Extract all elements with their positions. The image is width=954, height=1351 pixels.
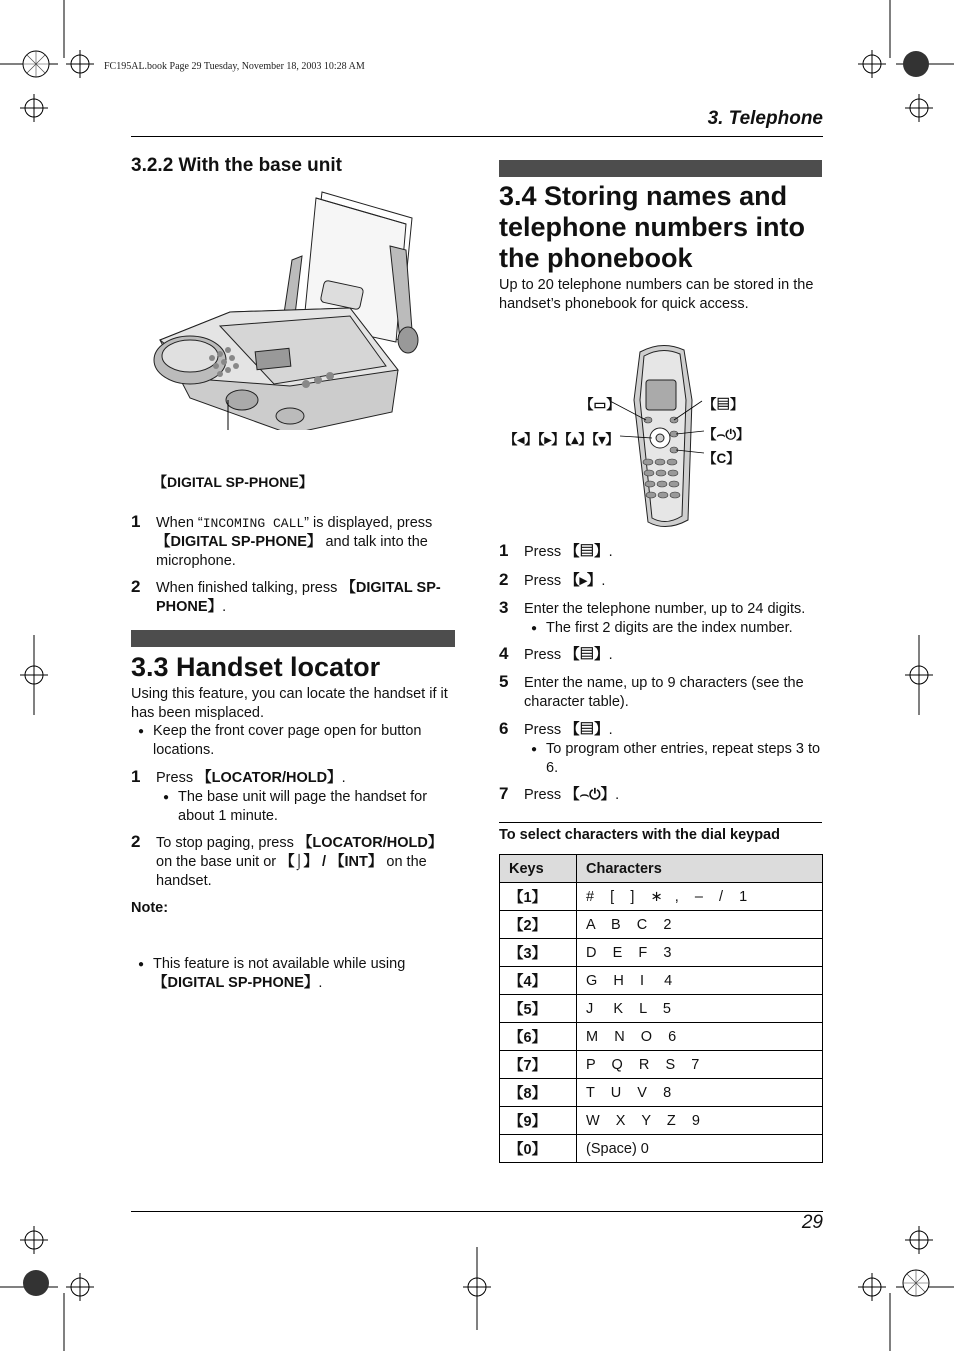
- section-3-3-title: 3.3 Handset locator: [131, 652, 381, 682]
- navigator-keys-callout: 【◂】【▸】【▴】【▾】: [504, 432, 619, 447]
- key-cell: 【7】: [500, 1051, 577, 1079]
- table-title: To select characters with the dial keypad: [499, 827, 780, 843]
- s34-step-2: 2 Press 【▸】.: [499, 570, 606, 589]
- characters-cell: (Space) 0: [577, 1135, 823, 1163]
- characters-cell: A B C 2: [577, 911, 823, 939]
- table-row: [500, 967, 823, 995]
- key-cell: 【4】: [500, 967, 577, 995]
- section-3-2-2-title: 3.2.2 With the base unit: [131, 155, 342, 176]
- characters-cell: D E F 3: [577, 939, 823, 967]
- s34-step-1: 1 Press 【▤】.: [499, 541, 613, 560]
- table-row: [500, 1135, 823, 1163]
- section-3-4-title: 3.4 Storing names and telephone numbers into the phonebook: [499, 181, 806, 273]
- s33-step-1: 1 Press 【LOCATOR/HOLD】. ● The base unit will page the handset for about 1 minute.: [131, 769, 455, 826]
- fax-machine-illustration: [150, 190, 430, 430]
- characters-cell: M N O 6: [577, 1023, 823, 1051]
- phonebook-button-callout: 【▭】: [580, 397, 620, 412]
- note-label: Note:: [131, 900, 169, 916]
- key-cell: 【3】: [500, 939, 577, 967]
- s34-step-5: 5 Enter the name, up to 9 characters (see the character table).: [499, 672, 804, 710]
- s33-step-2: 2 To stop paging, press 【LOCATOR/HOLD】 on the base unit or 【⌡】 / 【INT】 on the handset.: [131, 832, 443, 889]
- s34-step-3: 3 Enter the telephone number, up to 24 digits. ● The first 2 digits are the index number.: [499, 600, 825, 638]
- menu-button-callout: 【▤】: [703, 397, 744, 412]
- off-button-callout: 【⌢⏻】: [703, 427, 750, 442]
- section-bar-3-3: [131, 630, 455, 647]
- footer-rule: [131, 1211, 823, 1212]
- characters-cell: # [ ] ∗ , – / 1: [577, 883, 823, 911]
- character-table: [499, 854, 823, 1163]
- table-row: [500, 1051, 823, 1079]
- table-row: [500, 1107, 823, 1135]
- key-cell: 【9】: [500, 1107, 577, 1135]
- table-row: [500, 1023, 823, 1051]
- characters-cell: J K L 5: [577, 995, 823, 1023]
- header-characters: Characters: [577, 855, 823, 883]
- note-text: ● This feature is not available while using 【DIGITAL SP-PHONE】.: [131, 955, 457, 993]
- file-info: FC195AL.book Page 29 Tuesday, November 18, 2003 10:28 AM: [104, 61, 365, 72]
- c-button-callout: 【C】: [703, 451, 740, 466]
- header-keys: Keys: [500, 855, 577, 883]
- characters-cell: W X Y Z 9: [577, 1107, 823, 1135]
- key-cell: 【1】: [500, 883, 577, 911]
- key-cell: 【0】: [500, 1135, 577, 1163]
- s322-step-2: 2 When finished talking, press 【DIGITAL SP-PHONE】.: [131, 577, 441, 615]
- s33-step-1-bullet: ● The base unit will page the handset for about 1 minute.: [156, 788, 455, 826]
- section-bar-3-4: [499, 160, 822, 177]
- table-header-row: [500, 855, 823, 883]
- table-row: [500, 1079, 823, 1107]
- s34-step-7: 7 Press 【⌢⏻】.: [499, 784, 620, 803]
- chapter-title: 3. Telephone: [707, 108, 823, 129]
- header-rule: [131, 136, 823, 137]
- table-row: [500, 995, 823, 1023]
- s34-step-6-bullet: ● To program other entries, repeat steps 3 to 6.: [524, 740, 825, 778]
- digital-sp-phone-label: 【DIGITAL SP-PHONE】: [153, 474, 313, 490]
- key-cell: 【6】: [500, 1023, 577, 1051]
- s34-step-4: 4 Press 【▤】.: [499, 644, 613, 663]
- key-cell: 【8】: [500, 1079, 577, 1107]
- table-row: [500, 939, 823, 967]
- s322-step-1: 1 When “INCOMING CALL” is displayed, press 【DIGITAL SP-PHONE】 and talk into the microphone.: [131, 512, 433, 569]
- s33-intro: Using this feature, you can locate the handset if it has been misplaced.: [131, 686, 448, 721]
- s33-bullet: ● Keep the front cover page open for button locations.: [131, 722, 457, 760]
- key-cell: 【5】: [500, 995, 577, 1023]
- table-title-rule: [499, 822, 822, 823]
- key-cell: 【2】: [500, 911, 577, 939]
- s34-step-6: 6 Press 【▤】. ● To program other entries, repeat steps 3 to 6.: [499, 721, 825, 778]
- table-row: [500, 883, 823, 911]
- characters-cell: G H I 4: [577, 967, 823, 995]
- page-number: 29: [801, 1212, 823, 1233]
- table-row: [500, 911, 823, 939]
- s34-intro: Up to 20 telephone numbers can be stored in the handset’s phonebook for quick access.: [499, 277, 814, 312]
- characters-cell: T U V 8: [577, 1079, 823, 1107]
- s34-step-3-bullet: ● The first 2 digits are the index number.: [524, 619, 825, 638]
- characters-cell: P Q R S 7: [577, 1051, 823, 1079]
